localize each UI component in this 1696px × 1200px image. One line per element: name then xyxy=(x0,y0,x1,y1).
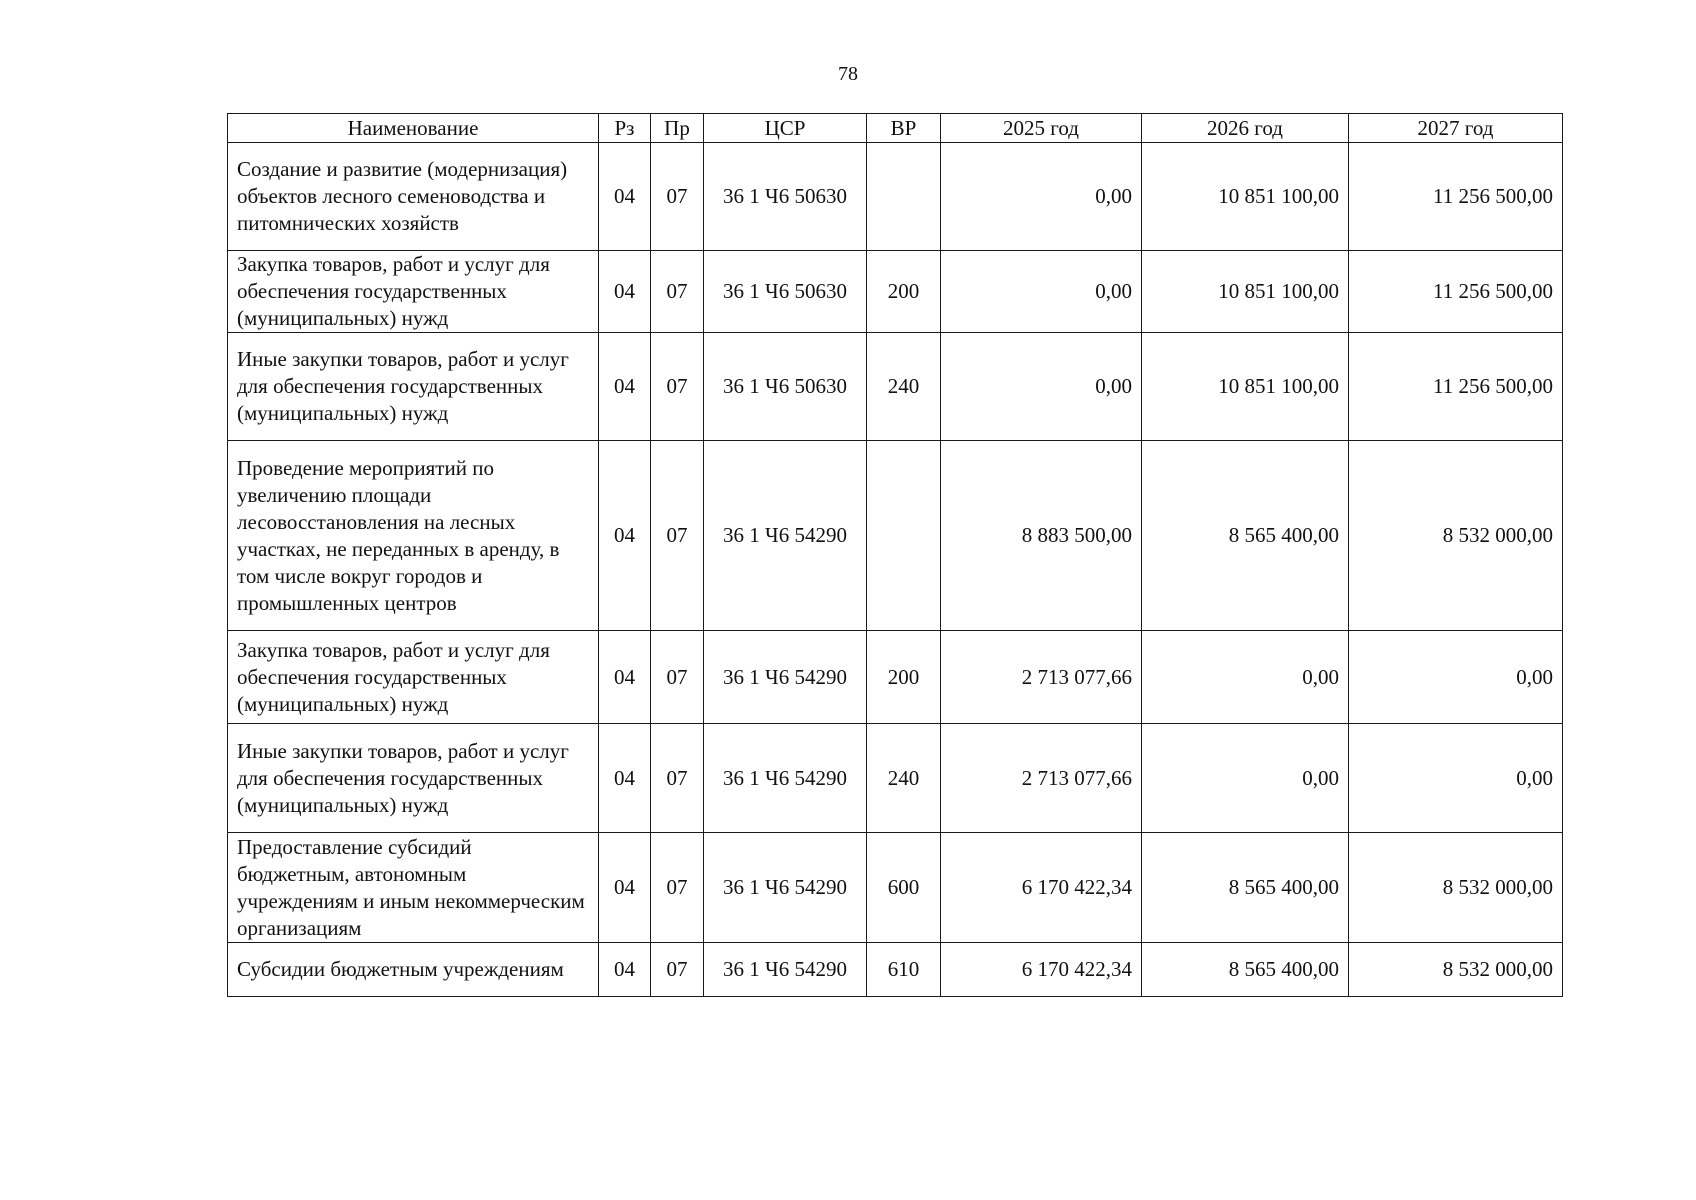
row-rz: 04 xyxy=(599,333,651,441)
row-2027: 0,00 xyxy=(1349,724,1563,833)
row-2025: 6 170 422,34 xyxy=(941,833,1142,943)
table-row xyxy=(228,943,1563,997)
row-csr: 36 1 Ч6 54290 xyxy=(704,724,867,833)
header-pr: Пр xyxy=(651,114,704,143)
row-2025: 2 713 077,66 xyxy=(941,724,1142,833)
header-rz: Рз xyxy=(599,114,651,143)
row-rz: 04 xyxy=(599,943,651,997)
header-name: Наименование xyxy=(228,114,599,143)
row-2026: 8 565 400,00 xyxy=(1142,943,1349,997)
row-2026: 0,00 xyxy=(1142,631,1349,724)
row-2025: 8 883 500,00 xyxy=(941,441,1142,631)
row-vr: 600 xyxy=(867,833,941,943)
row-2025: 6 170 422,34 xyxy=(941,943,1142,997)
table-row xyxy=(228,724,1563,833)
row-pr: 07 xyxy=(651,333,704,441)
row-rz: 04 xyxy=(599,441,651,631)
row-vr: 610 xyxy=(867,943,941,997)
row-2025: 0,00 xyxy=(941,143,1142,251)
row-pr: 07 xyxy=(651,441,704,631)
row-2025: 2 713 077,66 xyxy=(941,631,1142,724)
row-vr: 200 xyxy=(867,251,941,333)
row-2027: 8 532 000,00 xyxy=(1349,833,1563,943)
row-csr: 36 1 Ч6 50630 xyxy=(704,251,867,333)
table-row xyxy=(228,441,1563,631)
row-csr: 36 1 Ч6 54290 xyxy=(704,631,867,724)
row-2026: 8 565 400,00 xyxy=(1142,441,1349,631)
row-2026: 0,00 xyxy=(1142,724,1349,833)
row-rz: 04 xyxy=(599,724,651,833)
row-2027: 11 256 500,00 xyxy=(1349,333,1563,441)
table-row xyxy=(228,251,1563,333)
row-vr: 200 xyxy=(867,631,941,724)
row-csr: 36 1 Ч6 50630 xyxy=(704,143,867,251)
row-name: Иные закупки товаров, работ и услуг для обеспечения государственных (муниципальных) нужд xyxy=(228,333,599,441)
table-row xyxy=(228,631,1563,724)
table-row xyxy=(228,333,1563,441)
row-2025: 0,00 xyxy=(941,333,1142,441)
row-name: Создание и развитие (модернизация) объектов лесного семеноводства и питомнических хозяйств xyxy=(228,143,599,251)
header-csr: ЦСР xyxy=(704,114,867,143)
row-name: Проведение мероприятий по увеличению площади лесовосстановления на лесных участках, не переданных в аренду, в том числе вокруг городов и промышленных центров xyxy=(228,441,599,631)
header-2025: 2025 год xyxy=(941,114,1142,143)
row-2027: 11 256 500,00 xyxy=(1349,251,1563,333)
row-2025: 0,00 xyxy=(941,251,1142,333)
row-vr xyxy=(867,441,941,631)
header-2027: 2027 год xyxy=(1349,114,1563,143)
row-rz: 04 xyxy=(599,251,651,333)
row-name: Закупка товаров, работ и услуг для обеспечения государственных (муниципальных) нужд xyxy=(228,631,599,724)
row-2026: 10 851 100,00 xyxy=(1142,143,1349,251)
table-header-row xyxy=(228,114,1563,143)
row-rz: 04 xyxy=(599,833,651,943)
row-name: Субсидии бюджетным учреждениям xyxy=(228,943,599,997)
row-vr: 240 xyxy=(867,724,941,833)
row-csr: 36 1 Ч6 54290 xyxy=(704,441,867,631)
row-pr: 07 xyxy=(651,251,704,333)
row-pr: 07 xyxy=(651,724,704,833)
row-2026: 10 851 100,00 xyxy=(1142,251,1349,333)
row-2027: 0,00 xyxy=(1349,631,1563,724)
row-2026: 8 565 400,00 xyxy=(1142,833,1349,943)
row-name: Иные закупки товаров, работ и услуг для обеспечения государственных (муниципальных) нужд xyxy=(228,724,599,833)
row-name: Закупка товаров, работ и услуг для обеспечения государственных (муниципальных) нужд xyxy=(228,251,599,333)
row-csr: 36 1 Ч6 54290 xyxy=(704,943,867,997)
row-2026: 10 851 100,00 xyxy=(1142,333,1349,441)
row-pr: 07 xyxy=(651,143,704,251)
row-pr: 07 xyxy=(651,943,704,997)
budget-table xyxy=(227,113,1563,997)
header-vr: ВР xyxy=(867,114,941,143)
row-2027: 11 256 500,00 xyxy=(1349,143,1563,251)
row-rz: 04 xyxy=(599,631,651,724)
row-rz: 04 xyxy=(599,143,651,251)
row-csr: 36 1 Ч6 50630 xyxy=(704,333,867,441)
row-vr xyxy=(867,143,941,251)
row-2027: 8 532 000,00 xyxy=(1349,441,1563,631)
row-name: Предоставление субсидий бюджетным, автономным учреждениям и иным некоммерческим организациям xyxy=(228,833,599,943)
row-2027: 8 532 000,00 xyxy=(1349,943,1563,997)
header-2026: 2026 год xyxy=(1142,114,1349,143)
page-number: 78 xyxy=(838,63,858,85)
table-row xyxy=(228,833,1563,943)
row-csr: 36 1 Ч6 54290 xyxy=(704,833,867,943)
row-pr: 07 xyxy=(651,833,704,943)
table-row xyxy=(228,143,1563,251)
row-vr: 240 xyxy=(867,333,941,441)
row-pr: 07 xyxy=(651,631,704,724)
